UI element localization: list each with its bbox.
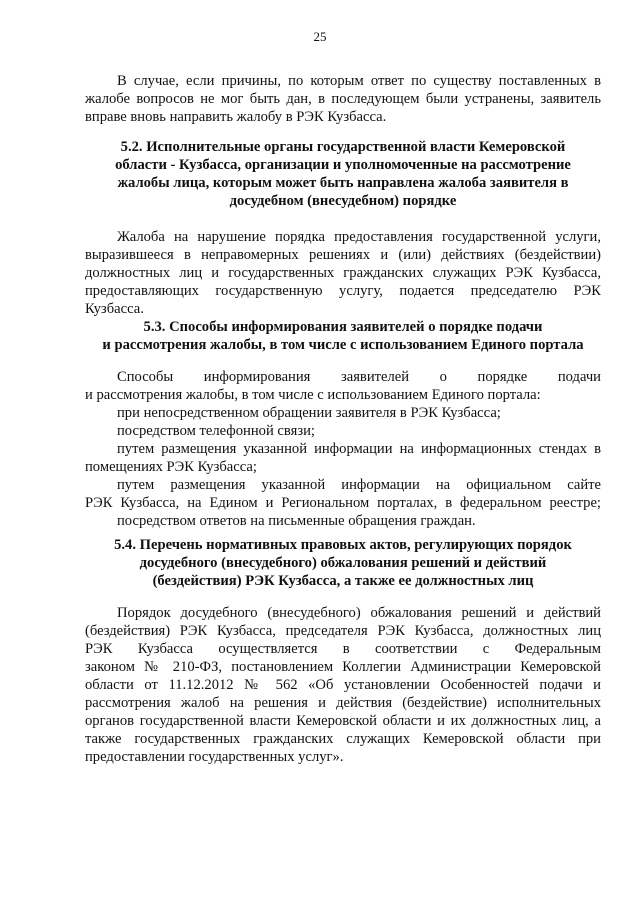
- heading-line: (бездействия) РЭК Кузбасса, а также ее должностных лиц: [152, 573, 534, 589]
- section-5-3-heading: [80, 318, 606, 354]
- list-item: путем размещения указанной информации на информационных стендах в: [117, 441, 601, 457]
- heading-line: жалобы лица, которым может быть направлена жалоба заявителя в: [117, 175, 569, 191]
- list-item: посредством телефонной связи;: [117, 423, 315, 439]
- text-line: области от 11.12.2012 № 562 «Об установлении Особенностей подачи и: [85, 677, 601, 693]
- text-line: Способы информирования заявителей о порядке подачи: [117, 369, 601, 385]
- text-line: рассмотрения жалоб на решения и действия (бездействие) исполнительных: [85, 695, 601, 711]
- text-line: также государственных гражданских служащих Кемеровской области при: [85, 731, 601, 747]
- heading-line: 5.2. Исполнительные органы государственной власти Кемеровской: [120, 139, 566, 155]
- text-line: предоставлении государственных услуг».: [85, 749, 344, 765]
- text-line: помещениях РЭК Кузбасса;: [85, 459, 257, 475]
- heading-line: области - Кузбасса, организации и уполномоченные на рассмотрение: [115, 157, 571, 173]
- text-line: РЭК Кузбасса осуществляется в соответствии с Федеральным: [85, 641, 601, 657]
- text-line: В случае, если причины, по которым ответ по существу поставленных в: [117, 73, 601, 89]
- text-line: вправе вновь направить жалобу в РЭК Кузбасса.: [85, 109, 387, 125]
- section-5-2-body: [85, 228, 601, 318]
- text-line: выразившееся в неправомерных решениях и (или) действиях (бездействии): [85, 247, 601, 263]
- heading-line: 5.4. Перечень нормативных правовых актов, регулирующих порядок: [114, 537, 572, 553]
- text-line: органов государственной власти Кемеровской области и их должностных лиц, а: [85, 713, 601, 729]
- heading-line: досудебного (внесудебного) обжалования решений и действий: [139, 555, 547, 571]
- heading-line: досудебном (внесудебном) порядке: [229, 193, 457, 209]
- text-line: предоставляющих государственную услугу, подается председателю РЭК: [85, 283, 601, 299]
- section-5-3-body: [85, 368, 601, 530]
- heading-line: и рассмотрения жалобы, в том числе с использованием Единого портала: [102, 337, 584, 353]
- section-5-4-body: [85, 604, 601, 766]
- text-line: жалобе вопросов не мог быть дан, в последующем были устранены, заявитель: [85, 91, 601, 107]
- text-line: законом № 210-ФЗ, постановлением Коллегии Администрации Кемеровской: [85, 659, 601, 675]
- text-line: и рассмотрения жалобы, в том числе с использованием Единого портала:: [85, 387, 541, 403]
- text-line: РЭК Кузбасса, на Едином и Региональном порталах, в федеральном реестре;: [85, 495, 601, 511]
- page-number: 25: [313, 29, 327, 44]
- text-line: должностных лиц и государственных гражданских служащих РЭК Кузбасса,: [85, 265, 601, 281]
- heading-line: 5.3. Способы информирования заявителей о порядке подачи: [143, 319, 543, 335]
- section-5-2-heading: [80, 138, 606, 210]
- text-line: Жалоба на нарушение порядка предоставления государственной услуги,: [117, 229, 601, 245]
- text-line: (бездействия) РЭК Кузбасса, председателя РЭК Кузбасса, должностных лиц: [85, 623, 601, 639]
- list-item: при непосредственном обращении заявителя в РЭК Кузбасса;: [117, 405, 501, 421]
- list-item: посредством ответов на письменные обращения граждан.: [117, 513, 476, 529]
- section-5-4-heading: [80, 536, 606, 590]
- text-line: Кузбасса.: [85, 301, 144, 317]
- list-item: путем размещения указанной информации на официальном сайте: [117, 477, 601, 493]
- intro-paragraph: [85, 72, 601, 126]
- text-line: Порядок досудебного (внесудебного) обжалования решений и действий: [117, 605, 601, 621]
